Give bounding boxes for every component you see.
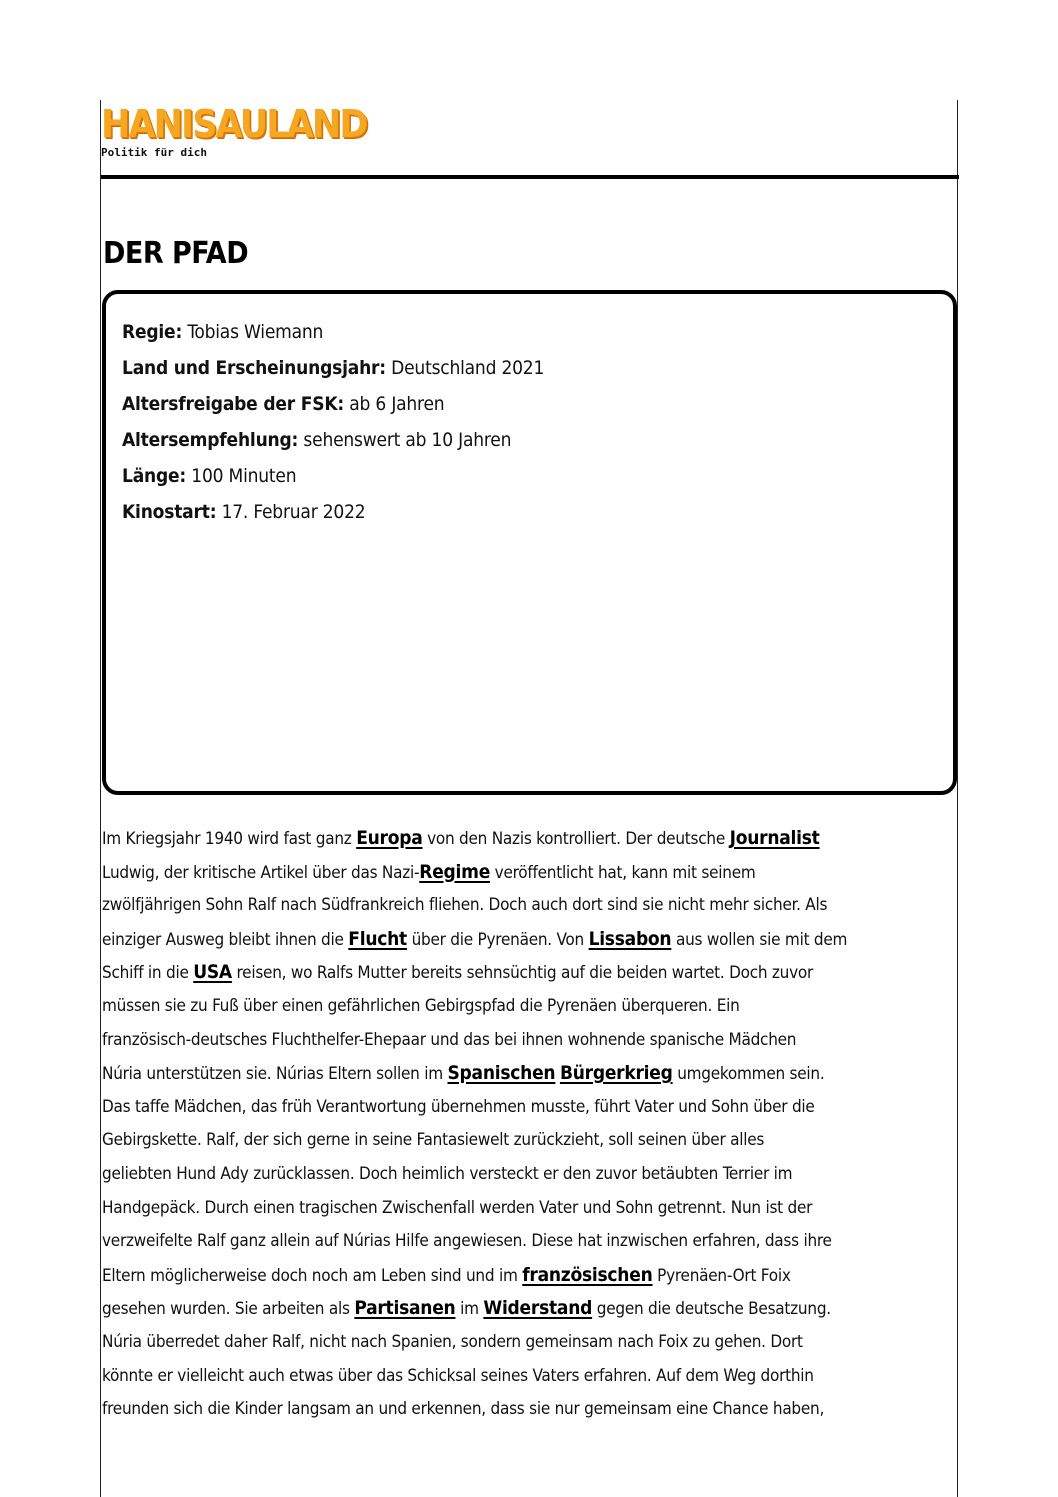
info-label: Kinostart: <box>122 501 217 523</box>
body-line: verzweifelte Ralf ganz allein auf Núrias Hilfe angewiesen. Diese hat inzwischen erfahren, dass ihre <box>102 1231 832 1252</box>
body-line: könnte er vielleicht auch etwas über das Schicksal seines Vaters erfahren. Auf dem Weg dorthin <box>102 1365 814 1386</box>
info-value: 100 Minuten <box>186 465 297 487</box>
body-text: gesehen wurden. Sie arbeiten als <box>102 1299 355 1320</box>
info-row-fsk <box>122 386 937 422</box>
info-label: Regie: <box>122 321 183 343</box>
link-franzoesischen[interactable]: französischen <box>522 1263 653 1286</box>
body-text: reisen, wo Ralfs Mutter bereits sehnsüchtig auf die beiden wartet. Doch zuvor <box>231 963 814 984</box>
info-row-kinostart <box>122 494 937 530</box>
info-value: 17. Februar 2022 <box>216 501 366 523</box>
link-lissabon[interactable]: Lissabon <box>588 927 672 950</box>
link-buergerkrieg[interactable]: Bürgerkrieg <box>559 1062 673 1085</box>
body-line <box>102 923 960 957</box>
logo-tagline: Politik für dich <box>101 146 207 159</box>
body-text: aus wollen sie mit dem <box>671 929 848 950</box>
info-value: sehenswert ab 10 Jahren <box>298 429 512 451</box>
body-line: freunden sich die Kinder langsam an und erkennen, dass sie nur gemeinsam eine Chance haben, <box>102 1399 825 1420</box>
body-line: Handgepäck. Durch einen tragischen Zwischenfall werden Vater und Sohn getrennt. Nun ist der <box>102 1197 813 1218</box>
info-label: Land und Erscheinungsjahr: <box>122 357 386 379</box>
body-line: Núria überredet daher Ralf, nicht nach Spanien, sondern gemeinsam nach Foix zu gehen. Dort <box>102 1331 803 1352</box>
body-text: Eltern möglicherweise doch noch am Leben sind und im <box>102 1265 523 1286</box>
body-text: Schiff in die <box>102 963 194 984</box>
link-widerstand[interactable]: Widerstand <box>483 1297 593 1320</box>
body-text: Im Kriegsjahr 1940 wird fast ganz <box>102 829 357 849</box>
body-text: von den Nazis kontrolliert. Der deutsche <box>422 829 730 849</box>
body-line: müssen sie zu Fuß über einen gefährlichen Gebirgspfad die Pyrenäen überqueren. Ein <box>102 995 740 1016</box>
info-row-laenge <box>122 458 937 494</box>
body-line <box>102 1292 960 1326</box>
article-body <box>102 822 960 1427</box>
body-line <box>102 1057 960 1091</box>
hanisauland-logo[interactable] <box>101 102 401 162</box>
info-value: Tobias Wiemann <box>182 321 324 343</box>
header-divider <box>101 175 959 179</box>
link-journalist[interactable]: Journalist <box>729 827 820 849</box>
link-flucht[interactable]: Flucht <box>348 927 407 950</box>
page <box>100 100 958 1497</box>
body-text: gegen die deutsche Besatzung. <box>592 1299 831 1320</box>
info-value: Deutschland 2021 <box>385 357 545 379</box>
body-text: Ludwig, der kritische Artikel über das Nazi- <box>102 862 420 883</box>
link-usa[interactable]: USA <box>193 961 232 984</box>
body-text: Pyrenäen-Ort Foix <box>652 1265 791 1286</box>
body-line: geliebten Hund Ady zurücklassen. Doch heimlich versteckt er den zuvor betäubten Terrier im <box>102 1163 793 1184</box>
body-text: veröffentlicht hat, kann mit seinem <box>490 862 756 883</box>
link-spanischen[interactable]: Spanischen <box>447 1062 556 1085</box>
body-line: französisch-deutsches Fluchthelfer-Ehepaar und das bei ihnen wohnende spanische Mädchen <box>102 1029 797 1050</box>
info-row-empfehlung <box>122 422 937 458</box>
info-row-regie <box>122 314 937 350</box>
info-label: Altersfreigabe der FSK: <box>122 393 345 415</box>
info-row-land <box>122 350 937 386</box>
body-line <box>102 856 960 890</box>
info-label: Länge: <box>122 465 187 487</box>
body-line: Das taffe Mädchen, das früh Verantwortung übernehmen musste, führt Vater und Sohn über die <box>102 1096 815 1117</box>
link-europa[interactable]: Europa <box>356 827 423 849</box>
body-line <box>102 1259 960 1293</box>
body-text: Núria unterstützen sie. Núrias Eltern sollen im <box>102 1064 448 1085</box>
logo-wordmark: HANISAULAND <box>101 102 367 146</box>
info-label: Altersempfehlung: <box>122 429 299 451</box>
body-line <box>102 956 960 990</box>
body-line: Gebirgskette. Ralf, der sich gerne in seine Fantasiewelt zurückzieht, soll seinen über alles <box>102 1130 765 1151</box>
body-text: im <box>455 1299 484 1320</box>
link-regime[interactable]: Regime <box>419 860 491 883</box>
body-text: einziger Ausweg bleibt ihnen die <box>102 929 349 950</box>
body-line: zwölfjährigen Sohn Ralf nach Südfrankreich fliehen. Doch auch dort sind sie nicht mehr sicher. Als <box>102 895 828 916</box>
body-line <box>102 822 960 856</box>
film-info-box <box>102 290 957 795</box>
link-partisanen[interactable]: Partisanen <box>354 1297 456 1320</box>
body-text: umgekommen sein. <box>672 1064 825 1085</box>
page-title: DER PFAD <box>103 236 249 271</box>
body-text: über die Pyrenäen. Von <box>406 929 589 950</box>
info-value: ab 6 Jahren <box>344 393 445 415</box>
